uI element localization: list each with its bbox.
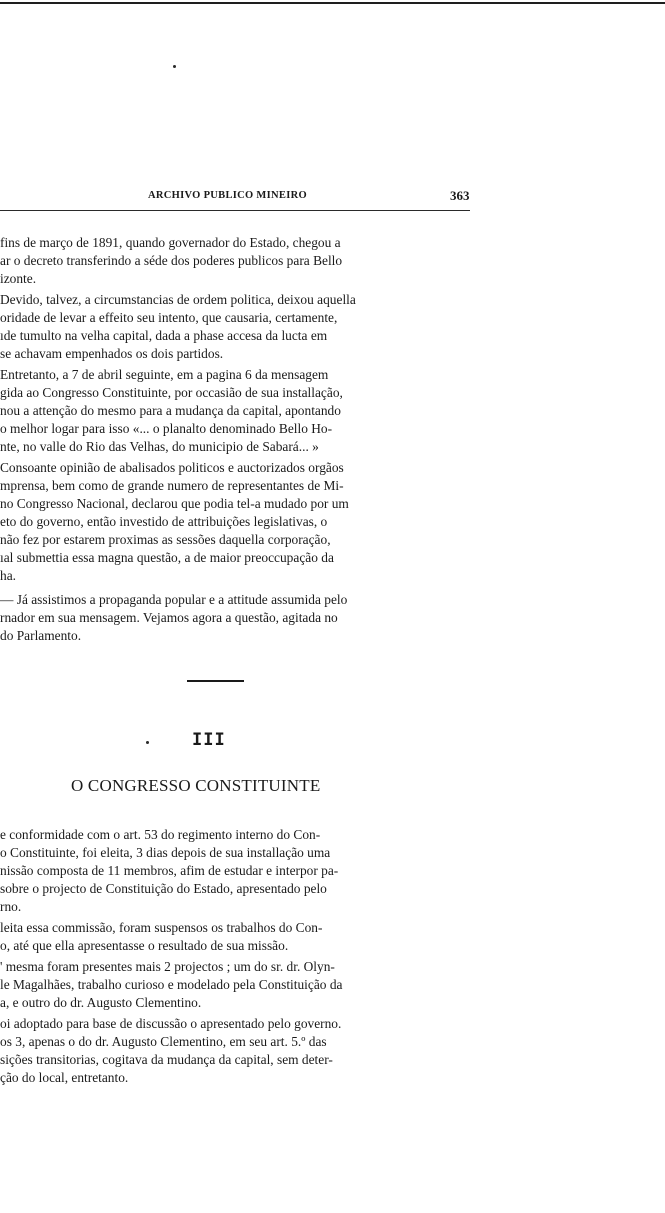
text-line: fins de março de 1891, quando governador do Estado, chegou a xyxy=(0,235,341,250)
text-line: nissão composta de 11 membros, afim de estudar e interpor pa- xyxy=(0,863,339,878)
text-line: o, até que ella apresentasse o resultado de sua missão. xyxy=(0,938,289,953)
text-line: ção do local, entretanto. xyxy=(0,1070,129,1085)
text-line: nte, no valle do Rio das Velhas, do municipio de Sabará... » xyxy=(0,439,319,454)
section-divider-rule xyxy=(187,680,244,682)
text-line: oridade de levar a effeito seu intento, que causaria, certamente, xyxy=(0,310,338,325)
section-heading: O CONGRESSO CONSTITUINTE xyxy=(71,776,321,795)
text-line: e conformidade com o art. 53 do regimento interno do Con- xyxy=(0,827,321,842)
text-line: Consoante opinião de abalisados politicos e auctorizados orgãos xyxy=(0,460,344,475)
running-header-title: ARCHIVO PUBLICO MINEIRO xyxy=(148,190,307,201)
text-line: sições transitorias, cogitava da mudança da capital, sem deter- xyxy=(0,1052,333,1067)
top-edge-rule xyxy=(0,2,665,4)
speck-mark xyxy=(173,65,176,68)
text-line: a, e outro do dr. Augusto Clementino. xyxy=(0,995,202,1010)
text-line: ha. xyxy=(0,568,16,583)
text-line: gida ao Congresso Constituinte, por occasião de sua installação, xyxy=(0,385,343,400)
text-line: le Magalhães, trabalho curioso e modelado pela Constituição da xyxy=(0,977,343,992)
text-line: não fez por estarem proximas as sessões daquella corporação, xyxy=(0,532,331,547)
text-line: — Já assistimos a propaganda popular e a attitude assumida pelo xyxy=(0,592,348,607)
text-line: eto do governo, então investido de attribuições legislativas, o xyxy=(0,514,328,529)
text-line: o Constituinte, foi eleita, 3 dias depois de sua installação uma xyxy=(0,845,331,860)
section-numeral: III xyxy=(192,730,226,750)
text-line: nou a attenção do mesmo para a mudança da capital, apontando xyxy=(0,403,341,418)
text-line: se achavam empenhados os dois partidos. xyxy=(0,346,224,361)
text-line: oi adoptado para base de discussão o apresentado pelo governo. xyxy=(0,1016,342,1031)
text-line: Devido, talvez, a circumstancias de ordem politica, deixou aquella xyxy=(0,292,356,307)
text-line: do Parlamento. xyxy=(0,628,82,643)
text-line: Entretanto, a 7 de abril seguinte, em a pagina 6 da mensagem xyxy=(0,367,329,382)
speck-mark xyxy=(146,741,149,744)
text-line: mprensa, bem como de grande numero de representantes de Mi- xyxy=(0,478,344,493)
text-line: ' mesma foram presentes mais 2 projectos ; um do sr. dr. Olyn- xyxy=(0,959,335,974)
text-line: o melhor logar para isso «... o planalto denominado Bello Ho- xyxy=(0,421,333,436)
text-line: leita essa commissão, foram suspensos os trabalhos do Con- xyxy=(0,920,323,935)
text-line: ıal submettia essa magna questão, a de maior preoccupação da xyxy=(0,550,334,565)
text-line: sobre o projecto de Constituição do Estado, apresentado pelo xyxy=(0,881,327,896)
page-number: 363 xyxy=(450,188,470,203)
header-rule xyxy=(0,210,470,211)
text-line: no Congresso Nacional, declarou que podia tel-a mudado por um xyxy=(0,496,349,511)
text-line: ıde tumulto na velha capital, dada a phase accesa da lucta em xyxy=(0,328,328,343)
text-line: os 3, apenas o do dr. Augusto Clementino, em seu art. 5.º das xyxy=(0,1034,327,1049)
text-line: ar o decreto transferindo a séde dos poderes publicos para Bello xyxy=(0,253,343,268)
text-line: rno. xyxy=(0,899,22,914)
text-line: izonte. xyxy=(0,271,37,286)
text-line: rnador em sua mensagem. Vejamos agora a questão, agitada no xyxy=(0,610,338,625)
